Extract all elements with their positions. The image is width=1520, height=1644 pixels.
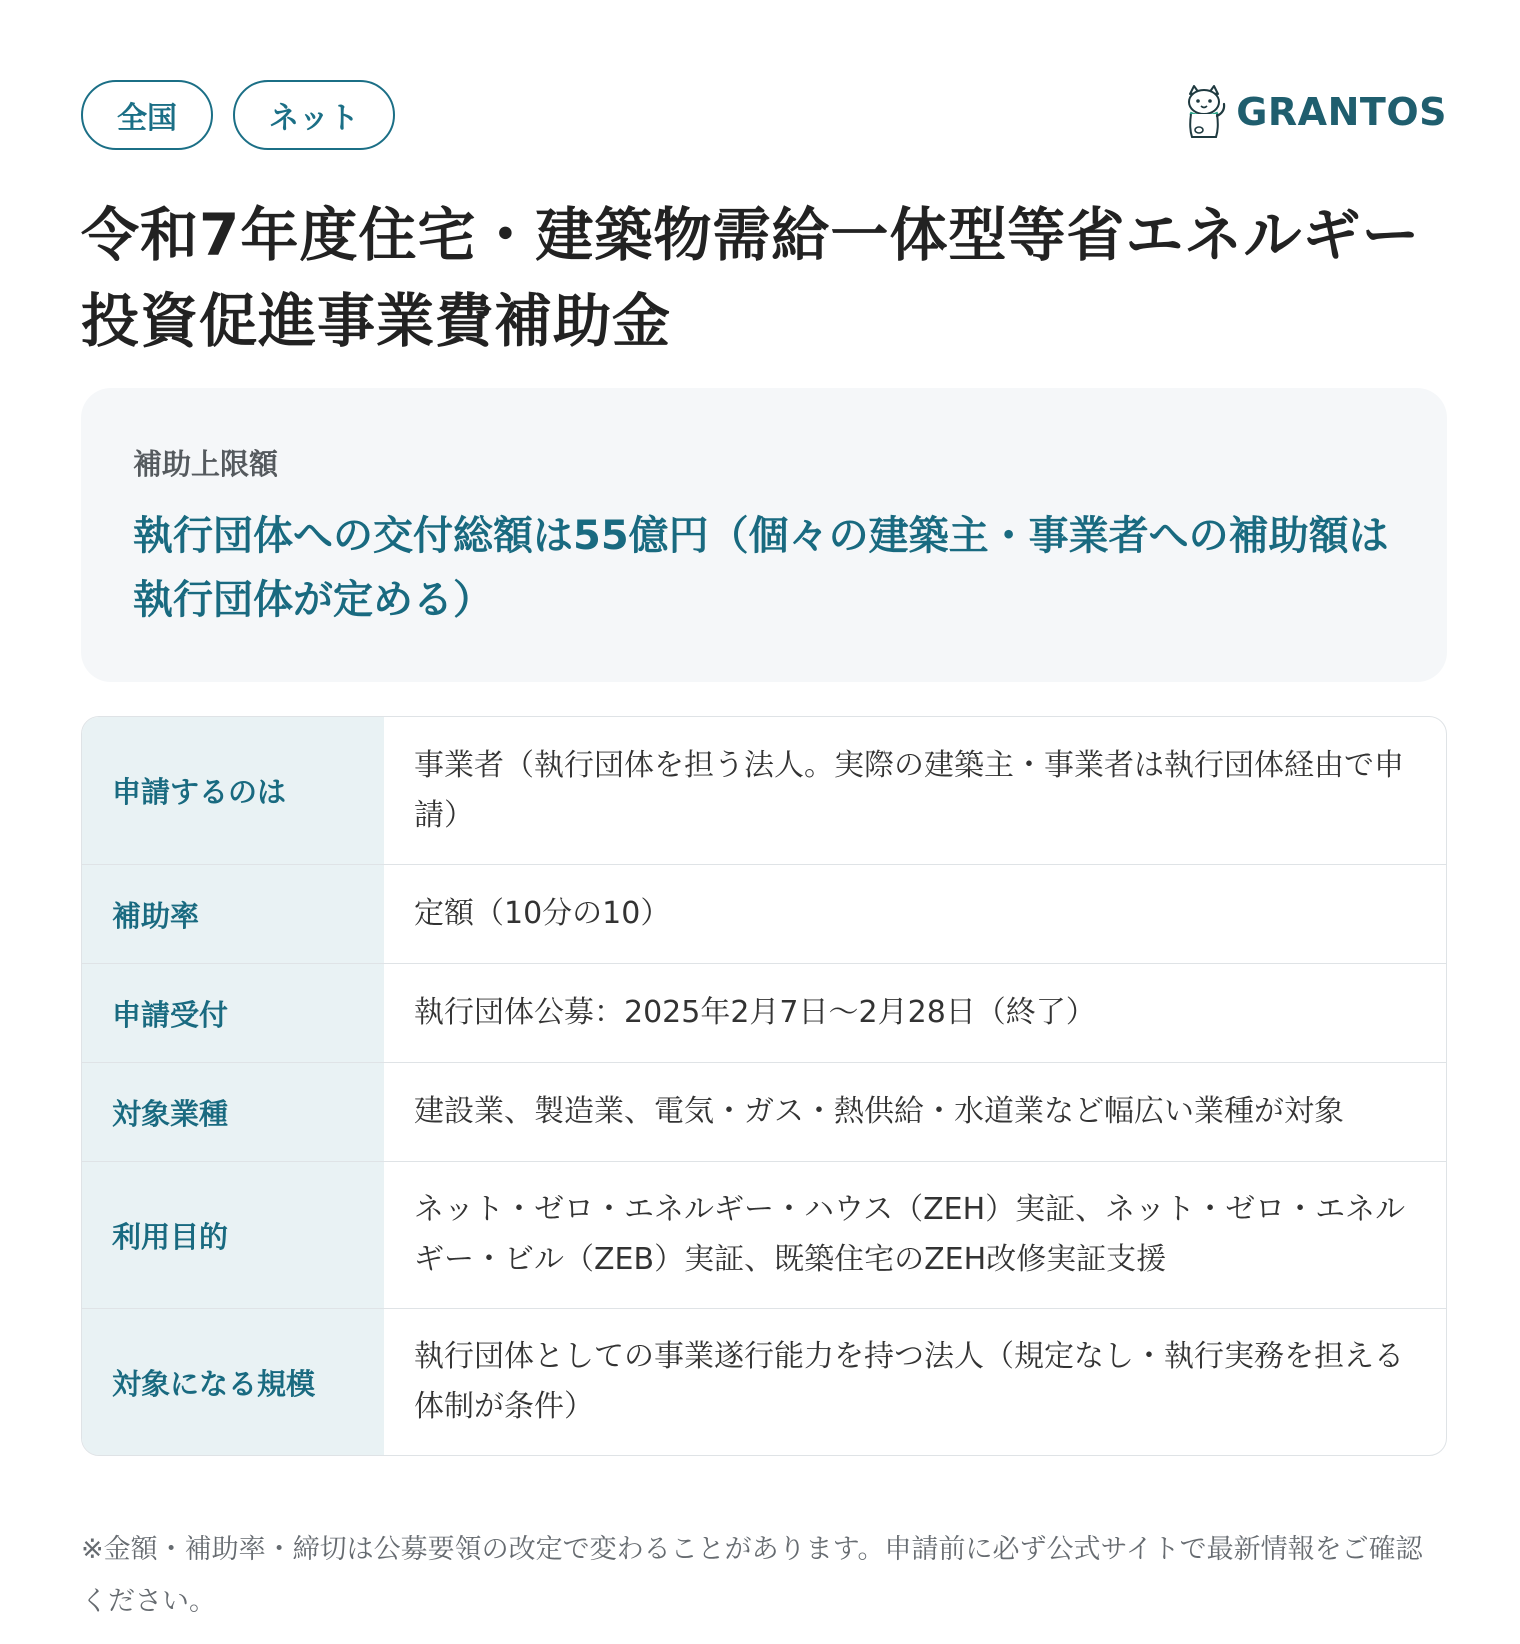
table-row-industry	[82, 1062, 1446, 1161]
table-row-scale	[82, 1308, 1446, 1455]
row-label-period: 申請受付	[82, 964, 384, 1062]
subsidy-limit-box	[81, 388, 1447, 682]
table-row-period	[82, 963, 1446, 1062]
table-row-rate	[82, 864, 1446, 963]
tag-method[interactable]: ネット	[233, 80, 395, 150]
row-label-purpose: 利用目的	[82, 1162, 384, 1308]
header-row	[81, 80, 1447, 150]
grantos-logo[interactable]	[1180, 84, 1447, 140]
page-title: 令和7年度住宅・建築物需給一体型等省エネルギー投資促進事業費補助金	[81, 201, 1421, 355]
table-row-purpose	[82, 1161, 1446, 1308]
table-row-applicant	[82, 717, 1446, 864]
row-label-scale: 対象になる規模	[82, 1309, 384, 1455]
subsidy-limit-value: 執行団体への交付総額は55億円（個々の建築主・事業者への補助額は執行団体が定める）	[133, 513, 1389, 623]
row-value-scale: 執行団体としての事業遂行能力を持つ法人（規定なし・執行実務を担える体制が条件）	[414, 1339, 1404, 1424]
row-value-period: 執行団体公募：2025年2月7日〜2月28日（終了）	[414, 995, 1096, 1030]
row-value-purpose: ネット・ゼロ・エネルギー・ハウス（ZEH）実証、ネット・ゼロ・エネルギー・ビル（ZEB）実証、既築住宅のZEH改修実証支援	[414, 1192, 1406, 1277]
row-value-industry: 建設業、製造業、電気・ガス・熱供給・水道業など幅広い業種が対象	[414, 1094, 1344, 1129]
lucky-cat-icon	[1180, 84, 1228, 140]
row-label-industry: 対象業種	[82, 1063, 384, 1161]
logo-text: GRANTOS	[1236, 90, 1447, 134]
info-table	[81, 716, 1447, 1456]
row-value-rate: 定額（10分の10）	[414, 896, 671, 931]
disclaimer-note: ※金額・補助率・締切は公募要領の改定で変わることがあります。申請前に必ず公式サイトで最新情報をご確認ください。	[81, 1534, 1423, 1617]
row-label-rate: 補助率	[82, 865, 384, 963]
tag-region[interactable]: 全国	[81, 80, 213, 150]
row-label-applicant: 申請するのは	[82, 717, 384, 864]
row-value-applicant: 事業者（執行団体を担う法人。実際の建築主・事業者は執行団体経由で申請）	[414, 747, 1404, 833]
subsidy-limit-label: 補助上限額	[133, 447, 279, 481]
